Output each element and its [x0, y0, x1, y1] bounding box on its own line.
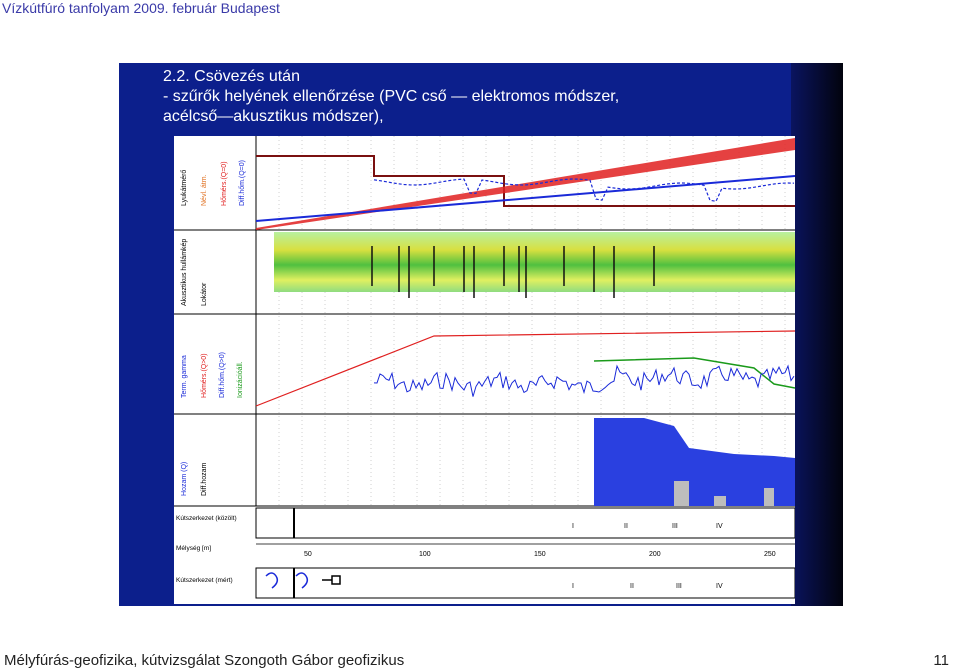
t3-label-0: Term. gamma	[181, 355, 188, 398]
casing-measured-row	[256, 568, 795, 598]
tool-icons	[266, 573, 340, 588]
title-line-2: - szűrők helyének ellenőrzése (PVC cső — elektromos módszer,	[163, 88, 620, 105]
gamma-noise-curve	[374, 366, 794, 397]
row-label-melyseg: Mélység [m]	[176, 545, 212, 552]
t3-label-2: Diff.hőm.(Q>0)	[219, 352, 226, 398]
screen-label-bottom-3: III	[676, 583, 682, 590]
header-text: Vízkútfúró tanfolyam 2009. február Budapest	[2, 0, 280, 16]
log-grid	[279, 136, 785, 506]
screen-label-top-3: III	[672, 523, 678, 530]
diff-flow-bar-3	[764, 488, 774, 506]
screen-label-bottom-2: II	[630, 583, 634, 590]
tool-icon-1	[266, 573, 277, 588]
presentation-slide	[119, 63, 843, 606]
t2-label-1: Lokátor	[201, 282, 208, 306]
tool-icon-2	[296, 573, 307, 588]
title-line-3: acélcső—akusztikus módszer),	[163, 108, 384, 125]
t4-label-0: Hozam (Q)	[181, 461, 188, 496]
t4-label-1: Diff.hozam	[201, 462, 208, 496]
screen-label-top-2: II	[624, 523, 628, 530]
t1-label-3: Diff.hőm.(Q=0)	[239, 160, 246, 206]
tool-icon-3	[332, 576, 340, 584]
t1-label-0: Lyukátmérő	[181, 169, 188, 206]
temperature-line	[256, 176, 795, 221]
acoustic-waveform	[274, 232, 795, 292]
t2-label-0: Akusztikus hullámkép	[181, 238, 188, 306]
title-line-1: 2.2. Csövezés után	[163, 68, 300, 85]
row-label-kutszerkezet-kozolt: Kútszerkezet (közölt)	[176, 515, 237, 522]
depth-tick-250: 250	[764, 551, 776, 558]
t3-label-1: Hőmérs.(Q>0)	[201, 353, 208, 398]
t1-label-1: Névl. átm.	[201, 174, 208, 206]
depth-tick-200: 200	[649, 551, 661, 558]
temperature-band	[256, 138, 795, 230]
footer-text: Mélyfúrás-geofizika, kútvizsgálat Szongoth Gábor geofizikus	[4, 652, 405, 669]
diff-flow-bar-2	[714, 496, 726, 506]
slide-title	[163, 67, 619, 127]
t3-label-3: Ionizációáll.	[237, 361, 244, 398]
screen-label-bottom-1: I	[572, 583, 574, 590]
page-number: 11	[933, 652, 949, 669]
screen-label-bottom-4: IV	[716, 583, 723, 590]
row-label-kutszerkezet-mert: Kútszerkezet (mért)	[176, 577, 233, 584]
depth-tick-100: 100	[419, 551, 431, 558]
well-log-figure	[174, 136, 795, 604]
depth-tick-150: 150	[534, 551, 546, 558]
depth-tick-50: 50	[304, 551, 312, 558]
casing-designed-row	[256, 508, 795, 538]
screen-label-top-4: IV	[716, 523, 723, 530]
t1-label-2: Hőmérs.(Q=0)	[221, 161, 228, 206]
screen-label-top-1: I	[572, 523, 574, 530]
diff-flow-bar-1	[674, 481, 689, 506]
slide-shadow	[791, 63, 843, 606]
